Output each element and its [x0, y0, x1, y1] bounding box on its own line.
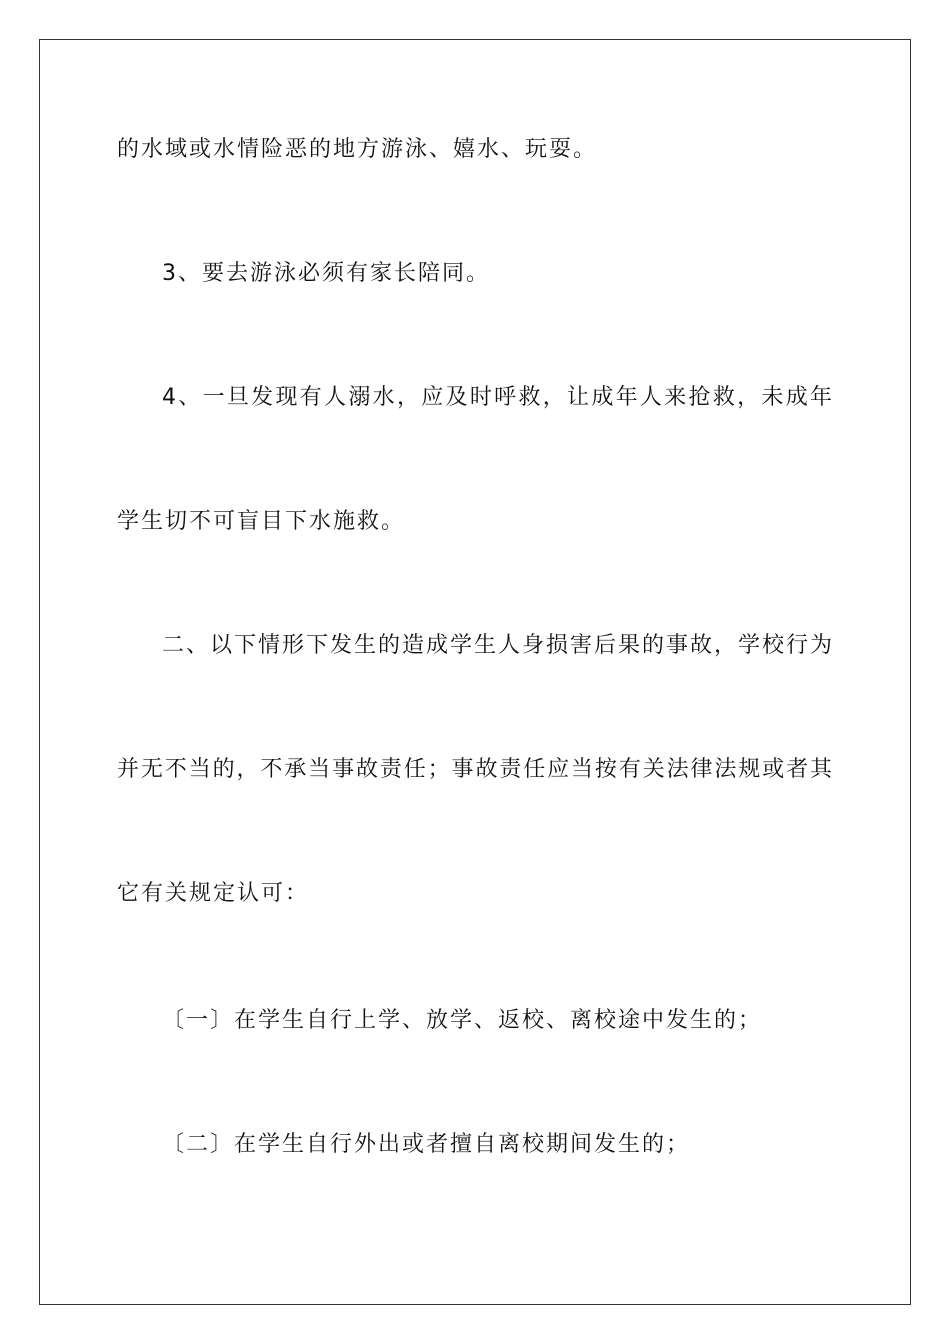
paragraph-line: 学生切不可盲目下水施救。: [117, 509, 406, 534]
page-frame: [39, 39, 911, 1305]
paragraph-line: 二、以下情形下发生的造成学生人身损害后果的事故，学校行为: [162, 633, 832, 658]
paragraph-line: 并无不当的，不承当事故责任；事故责任应当按有关法律法规或者其: [117, 757, 832, 782]
paragraph-line: 的水域或水情险恶的地方游泳、嬉水、玩耍。: [117, 137, 598, 162]
paragraph-line: 〔一〕在学生自行上学、放学、返校、离校途中发生的；: [162, 1008, 763, 1033]
paragraph-line: 3、要去游泳必须有家长陪同。: [162, 261, 490, 286]
paragraph-line: 〔二〕在学生自行外出或者擅自离校期间发生的；: [162, 1132, 691, 1157]
paragraph-line: 4、一旦发现有人溺水，应及时呼救，让成年人来抢救，未成年: [162, 385, 832, 410]
paragraph-line: 它有关规定认可：: [117, 881, 310, 906]
